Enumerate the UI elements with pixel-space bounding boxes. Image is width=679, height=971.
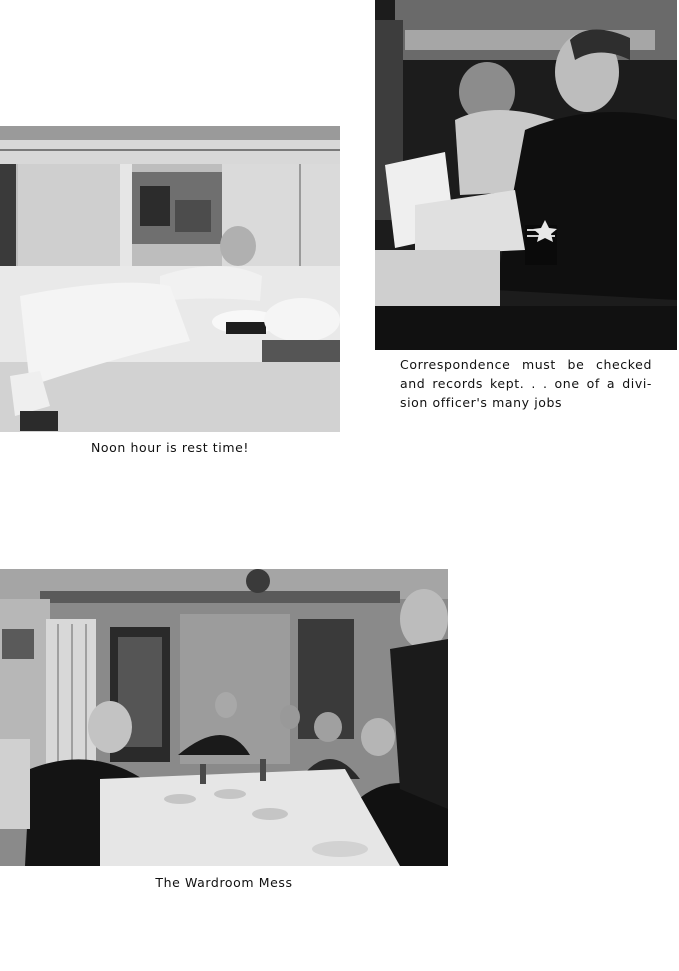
photo-officer-resting — [0, 126, 340, 432]
caption-rest-time: Noon hour is rest time! — [90, 440, 250, 455]
photo-wardroom-mess-image — [0, 569, 448, 866]
caption-wardroom-mess: The Wardroom Mess — [155, 875, 293, 890]
photo-correspondence-image — [375, 0, 677, 350]
caption-correspondence-line-2: and records kept. . . one of a divi- — [400, 376, 652, 391]
photo-correspondence — [375, 0, 677, 350]
caption-correspondence — [400, 355, 652, 412]
caption-correspondence-line-1: Correspondence must be checked — [400, 357, 652, 372]
caption-correspondence-line-3: sion officer's many jobs — [400, 395, 563, 410]
photo-officer-resting-image — [0, 126, 340, 432]
photo-wardroom-mess — [0, 569, 448, 866]
